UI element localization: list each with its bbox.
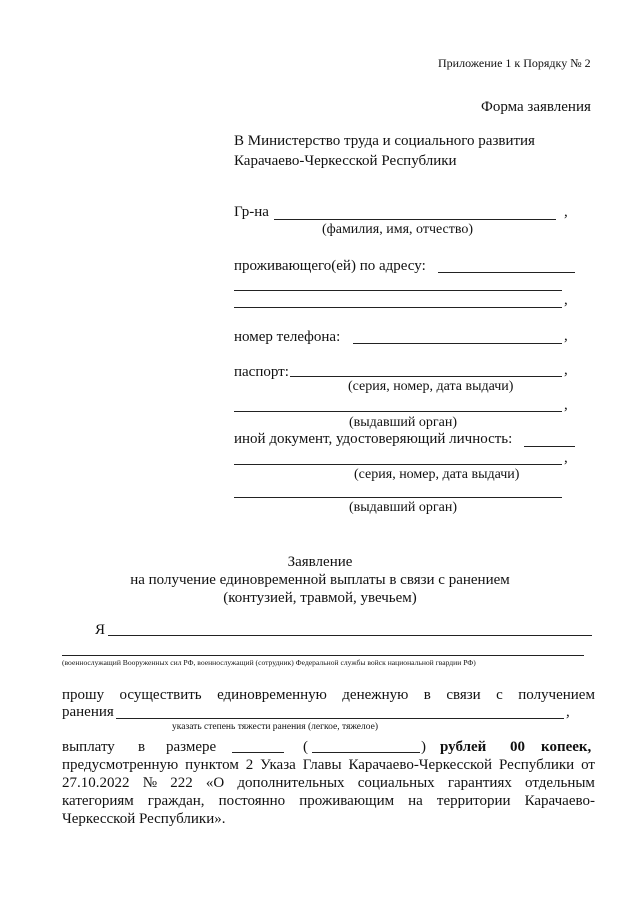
wound-hint: указать степень тяжести ранения (легкое, тяжелое) [172, 722, 379, 732]
phone-label: номер телефона: [234, 329, 341, 345]
citizen-hint: (фамилия, имя, отчество) [322, 222, 474, 237]
other-doc-line-2[interactable] [234, 464, 562, 465]
other-doc-issuer-hint: (выдавший орган) [349, 500, 458, 515]
comma: , [564, 292, 568, 308]
applicant-label: Я [95, 622, 106, 638]
payout-word-1: выплату [62, 739, 115, 755]
word: граждан, [147, 793, 205, 809]
wound-label: ранения [62, 704, 114, 720]
word: 27.10.2022 [62, 775, 130, 791]
word: осуществить [119, 687, 202, 703]
passport-hint: (серия, номер, дата выдачи) [348, 379, 514, 394]
address-line-3[interactable] [234, 307, 562, 308]
applicant-line-2[interactable] [62, 655, 584, 656]
word: категориям [62, 793, 134, 809]
statement-subtitle: на получение единовременной выплаты в связи с ранением [130, 572, 510, 588]
rubles-label: рублей [440, 739, 487, 755]
word: Главы [302, 757, 342, 773]
body-line-4 [62, 794, 595, 809]
passport-issuer-line[interactable] [234, 411, 562, 412]
phone-line[interactable] [353, 343, 562, 344]
close-paren: ) [421, 739, 426, 755]
other-doc-label: иной документ, удостоверяющий личность: [234, 431, 513, 447]
word: социальных [357, 775, 435, 791]
address-line-1[interactable] [438, 272, 575, 273]
word: проживающим [299, 793, 395, 809]
word: постоянно [218, 793, 286, 809]
word: предусмотренную [62, 757, 179, 773]
body-line-1 [62, 688, 595, 703]
comma: , [564, 328, 568, 344]
word: отдельным [525, 775, 595, 791]
other-doc-line[interactable] [524, 446, 575, 447]
payout-word-3: размере [166, 739, 217, 755]
kopecks-amount: 00 [510, 739, 525, 755]
statement-title: Заявление [287, 554, 353, 570]
word: с [496, 687, 503, 703]
address-label: проживающего(ей) по адресу: [234, 258, 426, 274]
word: пунктом [185, 757, 239, 773]
word: получением [518, 687, 595, 703]
passport-issuer-hint: (выдавший орган) [349, 415, 458, 430]
word: единовременную [217, 687, 327, 703]
open-paren: ( [303, 739, 308, 755]
payout-word-2: в [138, 739, 146, 755]
citizen-name-line[interactable] [274, 219, 556, 220]
word: дополнительных [237, 775, 345, 791]
word: гарантиях [447, 775, 512, 791]
other-doc-issuer-line[interactable] [234, 497, 562, 498]
form-title: Форма заявления [481, 99, 591, 115]
other-doc-hint: (серия, номер, дата выдачи) [354, 467, 520, 482]
word: на [408, 793, 423, 809]
passport-line[interactable] [290, 376, 562, 377]
appendix-reference: Приложение 1 к Порядку № 2 [438, 56, 591, 70]
word: 2 [245, 757, 254, 773]
body-line-5: Черкесской Республики». [62, 811, 226, 827]
kopecks-label: копеек, [541, 739, 592, 755]
applicant-hint: (военнослужащий Вооруженных сил РФ, военнослужащий (сотрудник) Федеральной службы войск национальной гвардии РФ) [62, 658, 476, 667]
citizen-label: Гр-на [234, 204, 269, 220]
addressee-line-1: В Министерство труда и социального развития [234, 133, 535, 149]
comma: , [564, 450, 568, 466]
word: Карачаево-Черкесской [348, 757, 493, 773]
word: Республики [498, 757, 575, 773]
word: Указа [260, 757, 296, 773]
word: в [423, 687, 431, 703]
passport-label: паспорт: [234, 364, 289, 380]
word: территории [436, 793, 511, 809]
word: связи [446, 687, 481, 703]
word: 222 [170, 775, 193, 791]
word: прошу [62, 687, 105, 703]
wound-severity-line[interactable] [116, 718, 564, 719]
word: от [581, 757, 595, 773]
payout-amount-line[interactable] [232, 752, 284, 753]
comma: , [564, 362, 568, 378]
comma: , [564, 204, 568, 220]
comma: , [564, 397, 568, 413]
word: № [142, 775, 157, 791]
payout-amount-words-line[interactable] [312, 752, 420, 753]
word: Карачаево- [524, 793, 595, 809]
word: «О [205, 775, 225, 791]
word: денежную [342, 687, 409, 703]
body-line-3 [62, 776, 595, 791]
address-line-2[interactable] [234, 290, 562, 291]
applicant-line[interactable] [108, 635, 592, 636]
comma: , [566, 704, 570, 720]
statement-subtitle-2: (контузией, травмой, увечьем) [223, 590, 417, 606]
body-line-2 [62, 758, 595, 773]
addressee-line-2: Карачаево-Черкесской Республики [234, 153, 457, 169]
